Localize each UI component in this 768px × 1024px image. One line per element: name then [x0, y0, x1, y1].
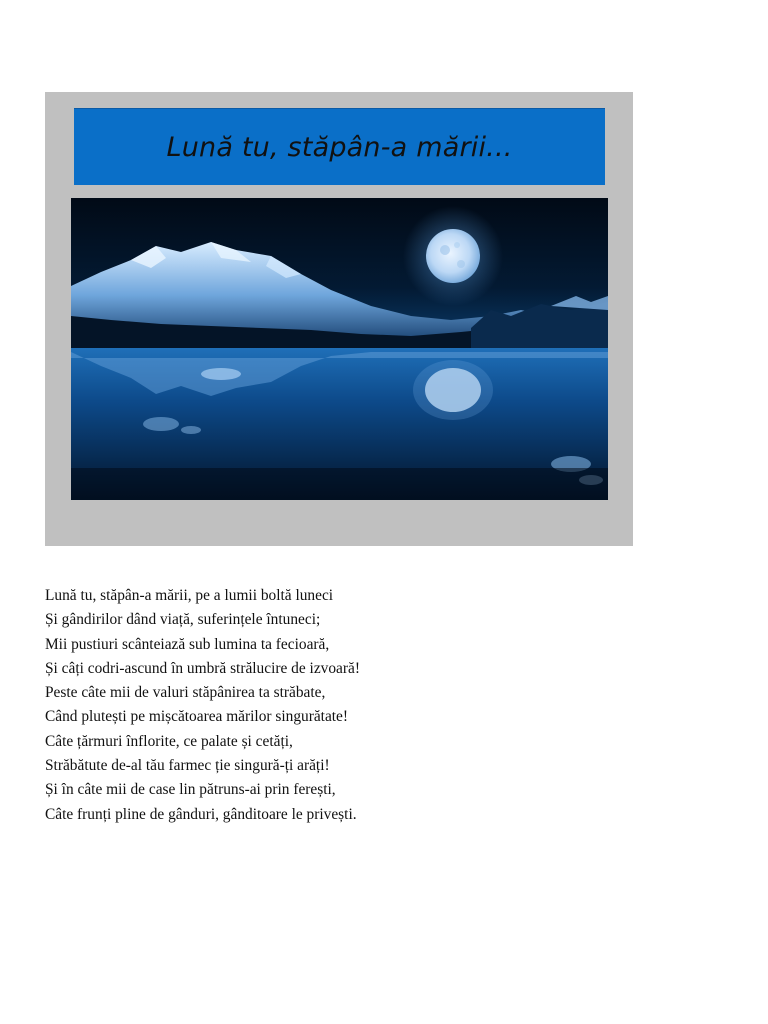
poem-line: Și în câte mii de case lin pătruns-ai prin ferești,: [45, 781, 336, 799]
moon-shape: [426, 229, 480, 283]
banner-title: Lună tu, stăpân-a mării...: [166, 131, 513, 163]
poem-text: [45, 584, 725, 827]
title-banner: [74, 108, 605, 185]
poem-line: Mii pustiuri scânteiază sub lumina ta fecioară,: [45, 635, 330, 653]
moonlit-lake-image: [71, 198, 608, 500]
poem-line: Străbătute de-al tău farmec ție singură-ți arăți!: [45, 757, 330, 775]
moonlit-lake-illustration: [71, 198, 608, 500]
poem-line: Și câți codri-ascund în umbră strălucire de izvoară!: [45, 659, 360, 677]
poem-line: Peste câte mii de valuri stăpânirea ta străbate,: [45, 684, 326, 702]
header-card: [45, 92, 633, 546]
poem-line: Câte țărmuri înflorite, ce palate și cetăți,: [45, 732, 293, 750]
poem-line: Câte frunți pline de gânduri, gânditoare le privești.: [45, 805, 357, 823]
poem-line: Și gândirilor dând viață, suferințele întuneci;: [45, 611, 321, 629]
poem-line: Când plutești pe mișcătoarea mărilor singurătate!: [45, 708, 349, 726]
poem-line: Lună tu, stăpân-a mării, pe a lumii boltă luneci: [45, 587, 334, 604]
